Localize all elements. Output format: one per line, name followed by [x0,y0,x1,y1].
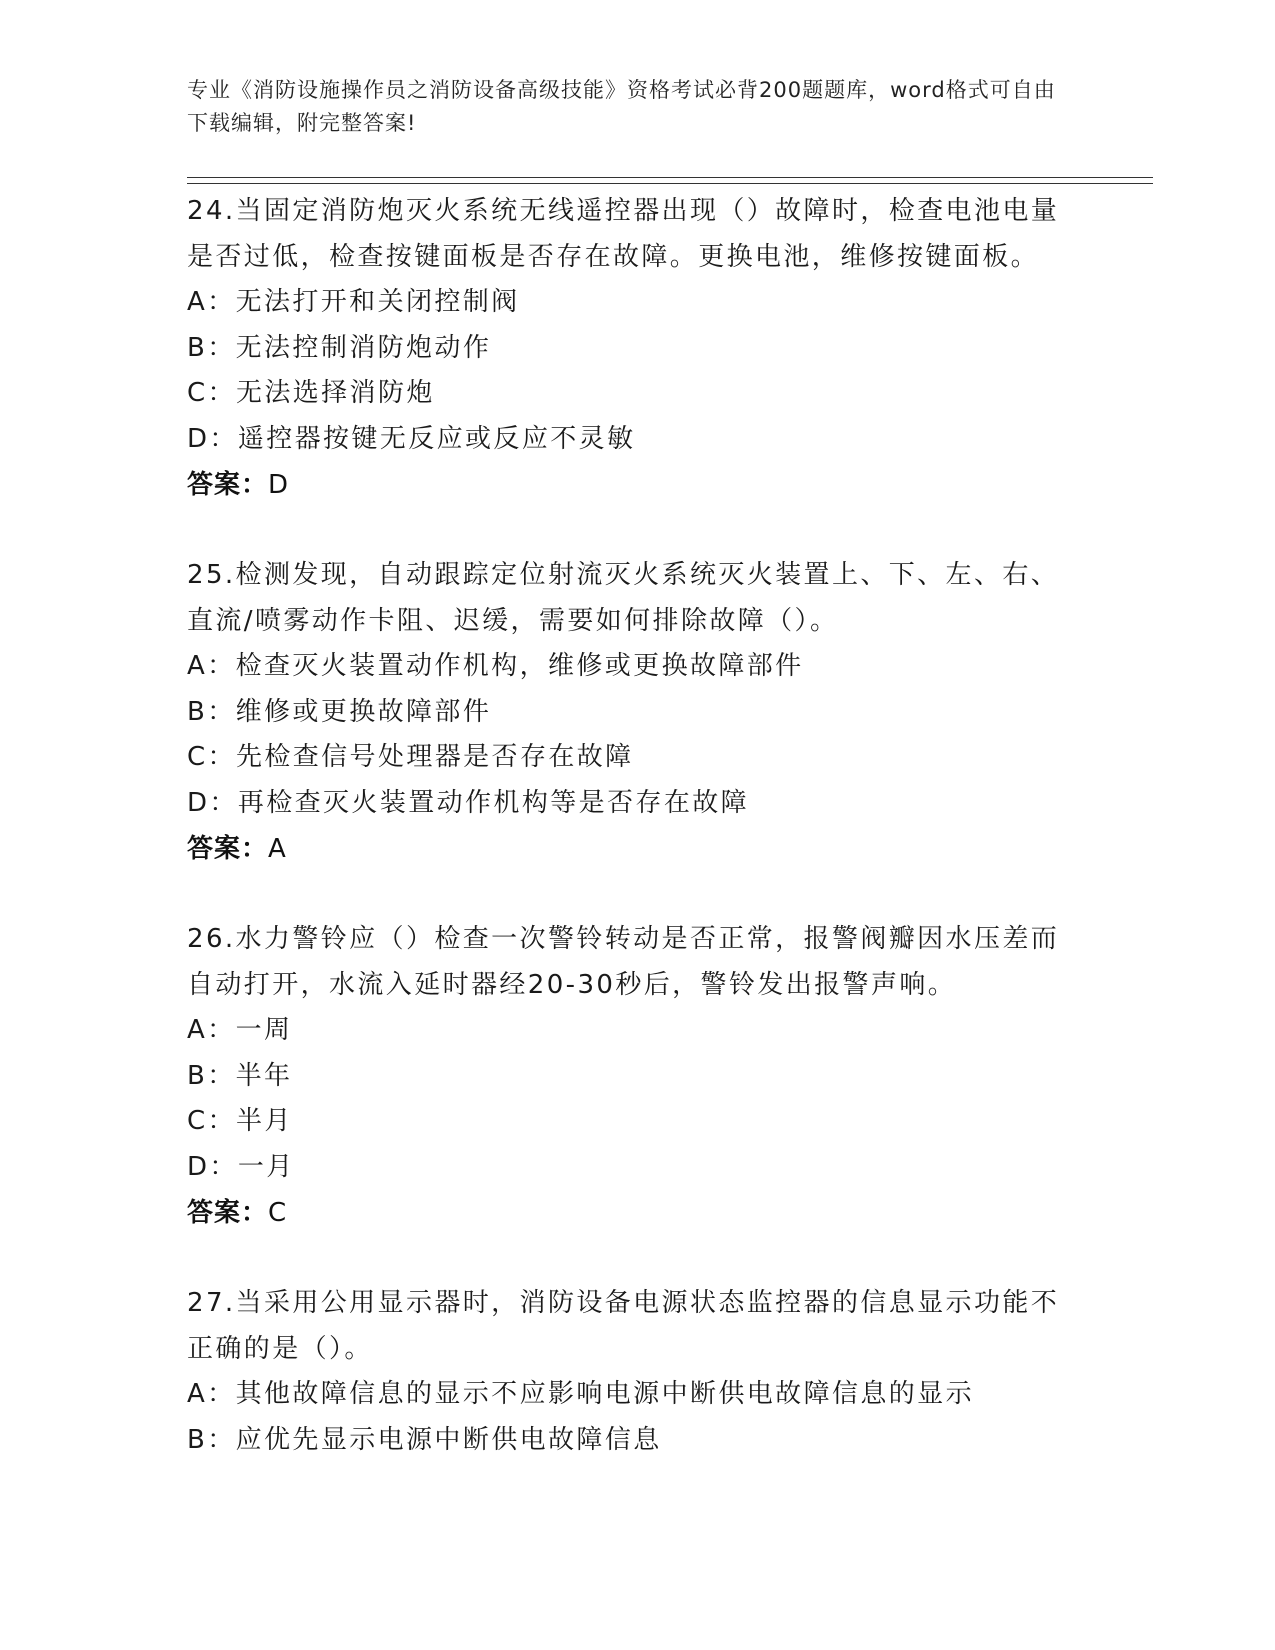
question-26 [187,916,1087,1236]
question-stem: 24.当固定消防炮灭火系统无线遥控器出现（）故障时，检查电池电量是否过低，检查按键面板是否存在故障。更换电池，维修按键面板。 [187,196,1060,272]
option-d: D：再检查灭火装置动作机构等是否存在故障 [187,787,750,818]
document-header-title: 专业《消防设施操作员之消防设备高级技能》资格考试必背200题题库，word格式可自由下载编辑，附完整答案! [187,78,1056,135]
option-b: B：无法控制消防炮动作 [187,332,492,363]
header-divider-top [187,177,1153,178]
question-stem: 27.当采用公用显示器时，消防设备电源状态监控器的信息显示功能不正确的是（）。 [187,1288,1060,1364]
question-stem: 25.检测发现，自动跟踪定位射流灭火系统灭火装置上、下、左、右、直流/喷雾动作卡阻、迟缓，需要如何排除故障（）。 [187,560,1060,636]
question-24 [187,188,1087,508]
answer-label: 答案： [187,470,269,500]
option-d: D：遥控器按键无反应或反应不灵敏 [187,423,636,454]
option-c: C：无法选择消防炮 [187,378,435,408]
option-b: B：应优先显示电源中断供电故障信息 [187,1424,662,1455]
option-a: A：无法打开和关闭控制阀 [187,287,520,317]
header-divider-bottom [187,183,1153,184]
option-a: A：一周 [187,1015,293,1045]
option-a: A：其他故障信息的显示不应影响电源中断供电故障信息的显示 [187,1379,974,1409]
option-b: B：半年 [187,1060,293,1091]
option-b: B：维修或更换故障部件 [187,696,492,727]
option-c: C：半月 [187,1106,293,1136]
answer-line [187,1190,1087,1236]
option-c: C：先检查信号处理器是否存在故障 [187,742,634,772]
answer-value: A [268,834,287,864]
option-a: A：检查灭火装置动作机构，维修或更换故障部件 [187,651,804,681]
answer-label: 答案： [187,1198,269,1228]
answer-line [187,462,1087,508]
answer-line [187,826,1087,872]
question-27 [187,1280,1087,1463]
answer-value: D [268,470,290,500]
question-25 [187,552,1087,872]
option-d: D：一月 [187,1151,295,1182]
answer-label: 答案： [187,834,269,864]
answer-value: C [268,1198,288,1228]
question-stem: 26.水力警铃应（）检查一次警铃转动是否正常，报警阀瓣因水压差而自动打开，水流入延时器经20-30秒后，警铃发出报警声响。 [187,924,1060,1000]
